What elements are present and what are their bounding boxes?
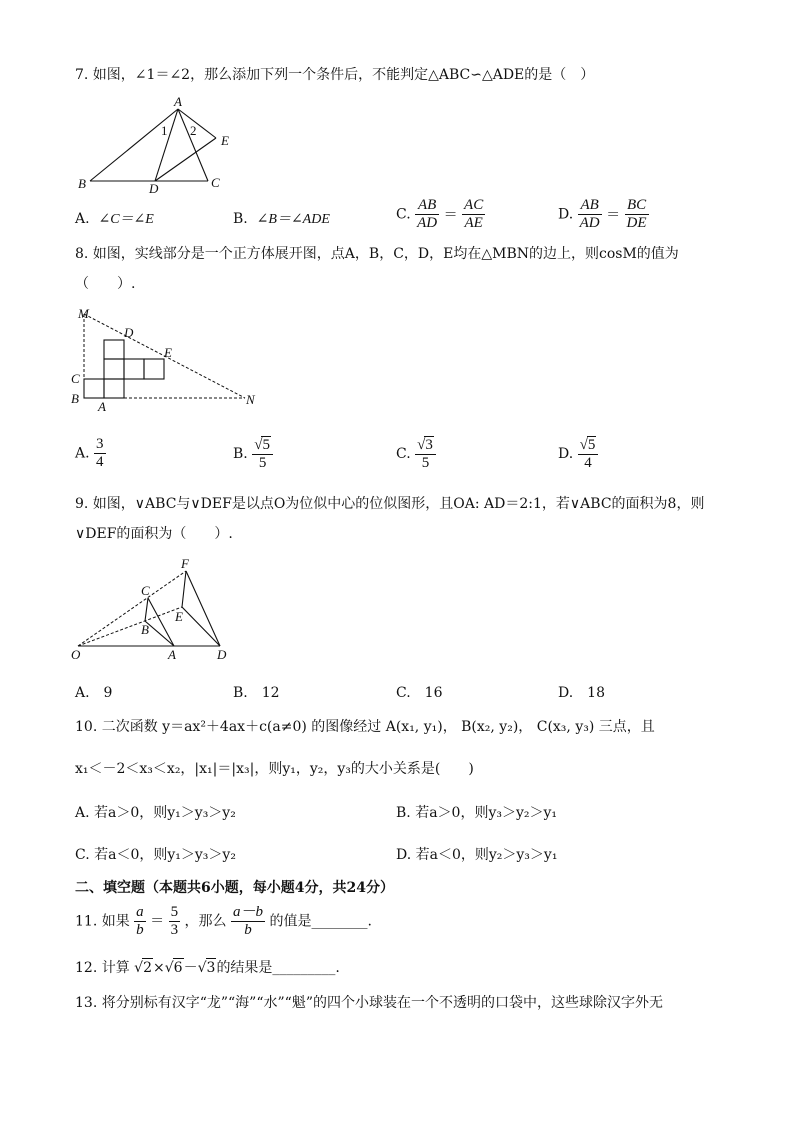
q7-line-de <box>155 138 216 181</box>
q9-label-d: D <box>217 647 227 662</box>
q10-option-c[interactable]: C. 若a＜0，则y₁＞y₃＞y₂ <box>75 847 236 863</box>
q11-answer-blank[interactable]: 的值是________. <box>269 913 372 930</box>
q9-figure <box>68 555 243 667</box>
q8-label-a: A <box>98 399 106 414</box>
q10-stem: 10. 二次函数 y＝ax²＋4ax＋c(a≠0) 的图像经过 A(x₁, y₁)， B(x₂, y₂)， C(x₃, y₃) 三点，且 <box>75 719 655 735</box>
q10-option-b[interactable]: B. 若a＞0，则y₃＞y₂＞y₁ <box>396 805 558 821</box>
q7-option-d[interactable]: D. $\frac{AB}{AD}$ ＝ $\frac{BC}{DE}$ <box>558 197 647 231</box>
q11-frac-amb: $\frac{a-b}{b}$ <box>232 904 263 938</box>
q7-c-frac-1: $\frac{AB}{AD}$ <box>417 197 438 231</box>
q8-label-m: M <box>78 306 89 321</box>
q8-b-frac: $\frac{√5}{5}$ <box>252 436 273 472</box>
q7-label-d: D <box>149 181 159 196</box>
q8-label-c: C <box>71 371 80 386</box>
q9-option-b[interactable]: B. 12 <box>233 685 280 701</box>
q8-option-a[interactable]: A. $\frac{3}{4}$ <box>75 436 104 470</box>
q8-figure <box>66 304 271 416</box>
q10-stem-2: x₁＜－2＜x₃＜x₂，|x₁|＝|x₃|，则y₁，y₂，y₃的大小关系是( ) <box>75 761 474 777</box>
q9-option-a[interactable]: A. 9 <box>75 685 113 701</box>
q7-figure <box>70 92 240 197</box>
q9-label-f: F <box>181 556 189 571</box>
q7-option-c[interactable]: C. $\frac{AB}{AD}$ ＝ $\frac{AC}{AE}$ <box>396 197 484 231</box>
q8-stem-2: （ ）. <box>75 276 136 292</box>
q8-option-c[interactable]: C. $\frac{√3}{5}$ <box>396 436 436 472</box>
q9-stem: 9. 如图，∨ABC与∨DEF是以点O为位似中心的位似图形，且OA: AD＝2:1，若∨ABC的面积为8，则 <box>75 496 705 512</box>
q8-label-d: D <box>124 325 134 340</box>
q9-ray-of <box>78 571 186 646</box>
q9-stem-2: ∨DEF的面积为（ ）. <box>75 526 233 542</box>
q12-answer-blank[interactable]: 的结果是_________. <box>216 960 340 976</box>
q9-label-b: B <box>141 622 149 637</box>
q9-label-c: C <box>141 583 150 598</box>
q8-label-n: N <box>246 392 255 407</box>
q7-line-ad <box>155 109 178 181</box>
q7-d-frac-1: $\frac{AB}{AD}$ <box>579 197 600 231</box>
q12: 12. 计算 √2×√6－√3的结果是_________. <box>75 960 340 976</box>
q7-option-a[interactable]: A. ∠C＝∠E <box>75 211 154 227</box>
q7-label-a: A <box>174 94 182 109</box>
q9-option-d[interactable]: D. 18 <box>558 685 605 701</box>
q8-d-frac: $\frac{√5}{4}$ <box>578 436 599 472</box>
q9-option-c[interactable]: C. 16 <box>396 685 443 701</box>
section-2-heading: 二、填空题（本题共6小题，每小题4分，共24分） <box>75 880 394 896</box>
q8-label-e: E <box>164 345 172 360</box>
q8-a-frac: $\frac{3}{4}$ <box>96 436 104 470</box>
q8-stem: 8. 如图，实线部分是一个正方体展开图，点A，B，C，D，E均在△MBN的边上，则cosM的值为 <box>75 246 679 262</box>
q7-line-ab <box>90 109 178 181</box>
q8-option-d[interactable]: D. $\frac{√5}{4}$ <box>558 436 598 472</box>
q11: 11. 如果 $\frac{a}{b}$ ＝ $\frac{5}{3}$ ，那么 $\frac{a-b}{b}$ 的值是________. <box>75 904 372 938</box>
q7-label-e: E <box>221 133 229 148</box>
q7-d-frac-2: $\frac{BC}{DE}$ <box>626 197 647 231</box>
q7-c-frac-2: $\frac{AC}{AE}$ <box>464 197 484 231</box>
q11-frac-ab: $\frac{a}{b}$ <box>136 904 144 938</box>
q7-stem: 7. 如图，∠1＝∠2，那么添加下列一个条件后，不能判定△ABC∽△ADE的是（ ） <box>75 67 595 83</box>
q8-net <box>84 340 164 398</box>
q7-angle-2: 2 <box>190 123 197 138</box>
q8-label-b: B <box>71 391 79 406</box>
q11-frac-53: $\frac{5}{3}$ <box>170 904 179 938</box>
q10-option-a[interactable]: A. 若a＞0，则y₁＞y₃＞y₂ <box>75 805 236 821</box>
q10-option-d[interactable]: D. 若a＜0，则y₂＞y₃＞y₁ <box>396 847 558 863</box>
q9-label-o: O <box>71 647 81 662</box>
q8-c-frac: $\frac{√3}{5}$ <box>415 436 436 472</box>
q9-label-e: E <box>175 609 183 624</box>
q7-label-c: C <box>211 175 220 190</box>
q9-label-a: A <box>168 647 176 662</box>
q7-option-b[interactable]: B. ∠B＝∠ADE <box>233 211 330 227</box>
q7-angle-1: 1 <box>161 123 168 138</box>
q7-label-b: B <box>78 176 86 191</box>
q8-option-b[interactable]: B. $\frac{√5}{5}$ <box>233 436 273 472</box>
q13-stem: 13. 将分别标有汉字“龙”“海”“水”“魁”的四个小球装在一个不透明的口袋中，这些球除汉字外无 <box>75 995 663 1011</box>
